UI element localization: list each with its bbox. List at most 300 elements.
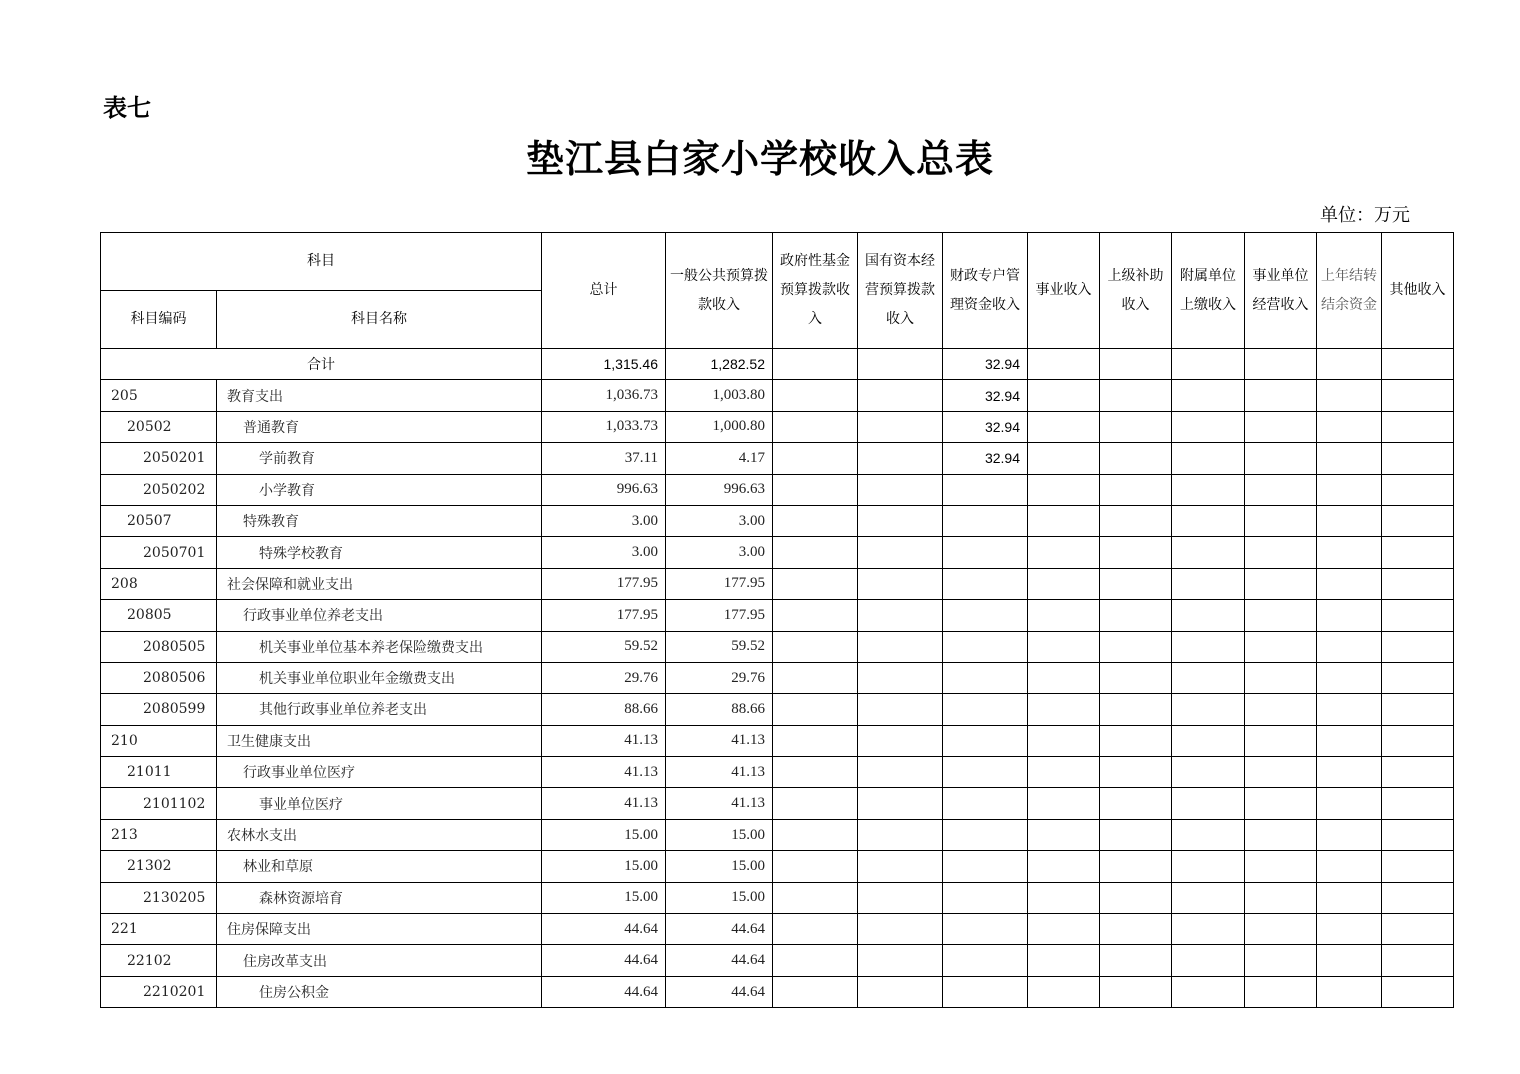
row-upper-subsidy — [1100, 568, 1172, 599]
row-state-capital — [858, 443, 943, 474]
row-state-capital — [858, 725, 943, 756]
row-total: 177.95 — [542, 600, 666, 631]
row-gov-fund — [773, 411, 858, 442]
row-carryover — [1317, 914, 1382, 945]
row-business-income — [1028, 788, 1100, 819]
row-special-fund — [943, 757, 1028, 788]
row-other — [1382, 882, 1454, 913]
table-row — [101, 411, 1454, 442]
row-general-budget: 15.00 — [666, 882, 773, 913]
table-row — [101, 819, 1454, 850]
row-total: 41.13 — [542, 757, 666, 788]
row-affiliated — [1172, 819, 1245, 850]
row-carryover — [1317, 757, 1382, 788]
table-row — [101, 631, 1454, 662]
row-state-capital — [858, 851, 943, 882]
row-state-capital — [858, 914, 943, 945]
row-code: 2130205 — [101, 882, 217, 913]
row-code: 2050701 — [101, 537, 217, 568]
row-upper-subsidy — [1100, 600, 1172, 631]
row-other — [1382, 474, 1454, 505]
table-row — [101, 976, 1454, 1007]
row-affiliated — [1172, 725, 1245, 756]
row-code: 2050202 — [101, 474, 217, 505]
row-gov-fund — [773, 914, 858, 945]
row-name: 事业单位医疗 — [217, 788, 542, 819]
row-business-income — [1028, 380, 1100, 411]
row-code: 2101102 — [101, 788, 217, 819]
row-general-budget: 3.00 — [666, 537, 773, 568]
row-gov-fund — [773, 757, 858, 788]
row-name: 普通教育 — [217, 411, 542, 442]
table-row — [101, 505, 1454, 536]
row-operating — [1245, 631, 1317, 662]
row-state-capital — [858, 380, 943, 411]
header-state-capital: 国有资本经营预算拨款收入 — [858, 233, 943, 349]
row-other — [1382, 505, 1454, 536]
row-operating — [1245, 662, 1317, 693]
row-special-fund — [943, 914, 1028, 945]
row-name: 行政事业单位养老支出 — [217, 600, 542, 631]
total-gov-fund — [773, 349, 858, 380]
row-code: 21011 — [101, 757, 217, 788]
total-other — [1382, 349, 1454, 380]
row-name: 其他行政事业单位养老支出 — [217, 694, 542, 725]
row-special-fund — [943, 945, 1028, 976]
row-other — [1382, 411, 1454, 442]
row-business-income — [1028, 851, 1100, 882]
row-state-capital — [858, 757, 943, 788]
row-state-capital — [858, 976, 943, 1007]
table-row — [101, 694, 1454, 725]
row-business-income — [1028, 914, 1100, 945]
row-business-income — [1028, 505, 1100, 536]
row-special-fund — [943, 631, 1028, 662]
row-general-budget: 1,003.80 — [666, 380, 773, 411]
row-code: 2210201 — [101, 976, 217, 1007]
total-carryover — [1317, 349, 1382, 380]
row-other — [1382, 631, 1454, 662]
row-total: 88.66 — [542, 694, 666, 725]
row-business-income — [1028, 662, 1100, 693]
row-upper-subsidy — [1100, 851, 1172, 882]
row-code: 205 — [101, 380, 217, 411]
row-operating — [1245, 505, 1317, 536]
row-state-capital — [858, 819, 943, 850]
row-total: 3.00 — [542, 537, 666, 568]
row-upper-subsidy — [1100, 631, 1172, 662]
header-other: 其他收入 — [1382, 233, 1454, 349]
row-carryover — [1317, 443, 1382, 474]
row-business-income — [1028, 600, 1100, 631]
row-name: 特殊教育 — [217, 505, 542, 536]
row-general-budget: 996.63 — [666, 474, 773, 505]
row-upper-subsidy — [1100, 662, 1172, 693]
row-business-income — [1028, 945, 1100, 976]
row-state-capital — [858, 474, 943, 505]
table-label: 表七 — [103, 94, 151, 122]
row-affiliated — [1172, 505, 1245, 536]
row-carryover — [1317, 600, 1382, 631]
row-state-capital — [858, 411, 943, 442]
row-other — [1382, 757, 1454, 788]
row-affiliated — [1172, 757, 1245, 788]
row-gov-fund — [773, 851, 858, 882]
row-carryover — [1317, 568, 1382, 599]
row-total: 44.64 — [542, 976, 666, 1007]
row-carryover — [1317, 694, 1382, 725]
table-row — [101, 600, 1454, 631]
header-general-budget: 一般公共预算拨款收入 — [666, 233, 773, 349]
row-name: 特殊学校教育 — [217, 537, 542, 568]
row-total: 37.11 — [542, 443, 666, 474]
row-operating — [1245, 725, 1317, 756]
row-business-income — [1028, 694, 1100, 725]
table-row — [101, 537, 1454, 568]
row-name: 机关事业单位职业年金缴费支出 — [217, 662, 542, 693]
row-other — [1382, 819, 1454, 850]
row-special-fund — [943, 882, 1028, 913]
page-title: 垫江县白家小学校收入总表 — [525, 136, 994, 181]
table-row — [101, 851, 1454, 882]
row-code: 20805 — [101, 600, 217, 631]
row-special-fund — [943, 662, 1028, 693]
row-other — [1382, 694, 1454, 725]
row-operating — [1245, 914, 1317, 945]
row-special-fund — [943, 474, 1028, 505]
total-operating — [1245, 349, 1317, 380]
total-label: 合计 — [101, 349, 542, 380]
row-other — [1382, 788, 1454, 819]
total-special-fund: 32.94 — [943, 349, 1028, 380]
row-affiliated — [1172, 851, 1245, 882]
row-code: 2080599 — [101, 694, 217, 725]
row-other — [1382, 851, 1454, 882]
row-total: 59.52 — [542, 631, 666, 662]
row-general-budget: 3.00 — [666, 505, 773, 536]
row-name: 小学教育 — [217, 474, 542, 505]
row-operating — [1245, 600, 1317, 631]
income-table — [100, 232, 1454, 1008]
total-row — [101, 349, 1454, 380]
table-row — [101, 914, 1454, 945]
row-other — [1382, 662, 1454, 693]
row-carryover — [1317, 976, 1382, 1007]
row-special-fund: 32.94 — [943, 411, 1028, 442]
row-general-budget: 88.66 — [666, 694, 773, 725]
row-upper-subsidy — [1100, 788, 1172, 819]
header-carryover: 上年结转结余资金 — [1317, 233, 1382, 349]
row-general-budget: 4.17 — [666, 443, 773, 474]
row-name: 学前教育 — [217, 443, 542, 474]
row-state-capital — [858, 945, 943, 976]
row-special-fund — [943, 725, 1028, 756]
row-gov-fund — [773, 537, 858, 568]
row-carryover — [1317, 474, 1382, 505]
row-affiliated — [1172, 568, 1245, 599]
total-total: 1,315.46 — [542, 349, 666, 380]
total-business-income — [1028, 349, 1100, 380]
row-total: 44.64 — [542, 945, 666, 976]
row-total: 41.13 — [542, 725, 666, 756]
row-gov-fund — [773, 819, 858, 850]
header-name: 科目名称 — [217, 291, 542, 349]
row-other — [1382, 537, 1454, 568]
row-gov-fund — [773, 694, 858, 725]
row-operating — [1245, 411, 1317, 442]
row-affiliated — [1172, 537, 1245, 568]
row-state-capital — [858, 568, 943, 599]
row-operating — [1245, 443, 1317, 474]
row-general-budget: 44.64 — [666, 914, 773, 945]
row-operating — [1245, 819, 1317, 850]
row-upper-subsidy — [1100, 694, 1172, 725]
row-other — [1382, 600, 1454, 631]
row-general-budget: 1,000.80 — [666, 411, 773, 442]
row-special-fund — [943, 788, 1028, 819]
table-row — [101, 443, 1454, 474]
row-state-capital — [858, 631, 943, 662]
row-special-fund — [943, 600, 1028, 631]
row-special-fund — [943, 976, 1028, 1007]
row-name: 卫生健康支出 — [217, 725, 542, 756]
header-operating: 事业单位经营收入 — [1245, 233, 1317, 349]
row-total: 44.64 — [542, 914, 666, 945]
row-gov-fund — [773, 474, 858, 505]
header-affiliated: 附属单位上缴收入 — [1172, 233, 1245, 349]
row-other — [1382, 914, 1454, 945]
row-carryover — [1317, 662, 1382, 693]
row-state-capital — [858, 600, 943, 631]
row-business-income — [1028, 882, 1100, 913]
row-general-budget: 177.95 — [666, 568, 773, 599]
row-special-fund — [943, 694, 1028, 725]
row-carryover — [1317, 819, 1382, 850]
row-affiliated — [1172, 631, 1245, 662]
header-code: 科目编码 — [101, 291, 217, 349]
row-upper-subsidy — [1100, 411, 1172, 442]
row-business-income — [1028, 631, 1100, 662]
row-carryover — [1317, 882, 1382, 913]
row-other — [1382, 380, 1454, 411]
row-operating — [1245, 757, 1317, 788]
row-total: 15.00 — [542, 819, 666, 850]
header-business-income: 事业收入 — [1028, 233, 1100, 349]
row-code: 213 — [101, 819, 217, 850]
total-general-budget: 1,282.52 — [666, 349, 773, 380]
row-code: 21302 — [101, 851, 217, 882]
header-total: 总计 — [542, 233, 666, 349]
row-gov-fund — [773, 505, 858, 536]
row-special-fund: 32.94 — [943, 443, 1028, 474]
row-upper-subsidy — [1100, 474, 1172, 505]
row-total: 15.00 — [542, 851, 666, 882]
row-total: 29.76 — [542, 662, 666, 693]
row-business-income — [1028, 725, 1100, 756]
table-row — [101, 882, 1454, 913]
row-affiliated — [1172, 411, 1245, 442]
row-other — [1382, 976, 1454, 1007]
row-name: 行政事业单位医疗 — [217, 757, 542, 788]
table-row — [101, 757, 1454, 788]
row-special-fund — [943, 819, 1028, 850]
row-gov-fund — [773, 976, 858, 1007]
row-carryover — [1317, 725, 1382, 756]
row-code: 22102 — [101, 945, 217, 976]
row-upper-subsidy — [1100, 380, 1172, 411]
unit-label: 单位：万元 — [1320, 205, 1410, 226]
row-carryover — [1317, 945, 1382, 976]
row-name: 住房保障支出 — [217, 914, 542, 945]
row-other — [1382, 945, 1454, 976]
row-general-budget: 44.64 — [666, 945, 773, 976]
row-name: 森林资源培育 — [217, 882, 542, 913]
row-upper-subsidy — [1100, 914, 1172, 945]
row-general-budget: 44.64 — [666, 976, 773, 1007]
row-state-capital — [858, 788, 943, 819]
row-gov-fund — [773, 443, 858, 474]
row-gov-fund — [773, 662, 858, 693]
table-row — [101, 662, 1454, 693]
row-general-budget: 41.13 — [666, 725, 773, 756]
row-business-income — [1028, 411, 1100, 442]
row-state-capital — [858, 662, 943, 693]
row-business-income — [1028, 819, 1100, 850]
row-upper-subsidy — [1100, 443, 1172, 474]
row-upper-subsidy — [1100, 945, 1172, 976]
row-name: 林业和草原 — [217, 851, 542, 882]
row-total: 177.95 — [542, 568, 666, 599]
row-business-income — [1028, 537, 1100, 568]
row-upper-subsidy — [1100, 882, 1172, 913]
row-affiliated — [1172, 788, 1245, 819]
row-total: 996.63 — [542, 474, 666, 505]
row-general-budget: 59.52 — [666, 631, 773, 662]
row-affiliated — [1172, 474, 1245, 505]
row-upper-subsidy — [1100, 819, 1172, 850]
row-operating — [1245, 788, 1317, 819]
row-affiliated — [1172, 914, 1245, 945]
row-code: 2080505 — [101, 631, 217, 662]
row-carryover — [1317, 505, 1382, 536]
table-row — [101, 568, 1454, 599]
row-affiliated — [1172, 694, 1245, 725]
row-operating — [1245, 851, 1317, 882]
total-affiliated — [1172, 349, 1245, 380]
row-operating — [1245, 537, 1317, 568]
row-upper-subsidy — [1100, 976, 1172, 1007]
row-gov-fund — [773, 882, 858, 913]
row-code: 208 — [101, 568, 217, 599]
row-affiliated — [1172, 380, 1245, 411]
row-carryover — [1317, 537, 1382, 568]
row-upper-subsidy — [1100, 725, 1172, 756]
row-affiliated — [1172, 443, 1245, 474]
row-upper-subsidy — [1100, 757, 1172, 788]
header-gov-fund: 政府性基金预算拨款收入 — [773, 233, 858, 349]
row-upper-subsidy — [1100, 505, 1172, 536]
row-gov-fund — [773, 600, 858, 631]
row-affiliated — [1172, 662, 1245, 693]
row-special-fund — [943, 537, 1028, 568]
row-state-capital — [858, 882, 943, 913]
row-general-budget: 15.00 — [666, 851, 773, 882]
table-row — [101, 474, 1454, 505]
row-carryover — [1317, 411, 1382, 442]
row-other — [1382, 443, 1454, 474]
row-code: 20502 — [101, 411, 217, 442]
row-operating — [1245, 568, 1317, 599]
row-operating — [1245, 945, 1317, 976]
row-gov-fund — [773, 725, 858, 756]
row-gov-fund — [773, 380, 858, 411]
row-other — [1382, 725, 1454, 756]
row-operating — [1245, 694, 1317, 725]
header-special-fund: 财政专户管理资金收入 — [943, 233, 1028, 349]
row-affiliated — [1172, 945, 1245, 976]
row-general-budget: 29.76 — [666, 662, 773, 693]
row-special-fund — [943, 568, 1028, 599]
row-operating — [1245, 976, 1317, 1007]
row-special-fund: 32.94 — [943, 380, 1028, 411]
row-state-capital — [858, 537, 943, 568]
row-name: 农林水支出 — [217, 819, 542, 850]
row-business-income — [1028, 757, 1100, 788]
header-upper-subsidy: 上级补助收入 — [1100, 233, 1172, 349]
row-code: 210 — [101, 725, 217, 756]
table-row — [101, 725, 1454, 756]
table-row — [101, 945, 1454, 976]
row-business-income — [1028, 474, 1100, 505]
row-business-income — [1028, 443, 1100, 474]
row-gov-fund — [773, 788, 858, 819]
table-row — [101, 380, 1454, 411]
row-affiliated — [1172, 882, 1245, 913]
row-name: 教育支出 — [217, 380, 542, 411]
row-carryover — [1317, 851, 1382, 882]
row-total: 1,036.73 — [542, 380, 666, 411]
row-general-budget: 15.00 — [666, 819, 773, 850]
row-state-capital — [858, 694, 943, 725]
row-general-budget: 177.95 — [666, 600, 773, 631]
row-general-budget: 41.13 — [666, 757, 773, 788]
row-operating — [1245, 474, 1317, 505]
row-affiliated — [1172, 600, 1245, 631]
row-total: 15.00 — [542, 882, 666, 913]
row-total: 1,033.73 — [542, 411, 666, 442]
row-code: 2080506 — [101, 662, 217, 693]
row-carryover — [1317, 380, 1382, 411]
row-code: 20507 — [101, 505, 217, 536]
row-name: 机关事业单位基本养老保险缴费支出 — [217, 631, 542, 662]
row-upper-subsidy — [1100, 537, 1172, 568]
row-name: 社会保障和就业支出 — [217, 568, 542, 599]
row-total: 41.13 — [542, 788, 666, 819]
row-gov-fund — [773, 631, 858, 662]
row-name: 住房改革支出 — [217, 945, 542, 976]
row-code: 2050201 — [101, 443, 217, 474]
row-affiliated — [1172, 976, 1245, 1007]
row-business-income — [1028, 976, 1100, 1007]
row-gov-fund — [773, 945, 858, 976]
row-operating — [1245, 882, 1317, 913]
header-subject: 科目 — [101, 233, 542, 291]
row-special-fund — [943, 851, 1028, 882]
total-upper-subsidy — [1100, 349, 1172, 380]
table-row — [101, 788, 1454, 819]
row-carryover — [1317, 631, 1382, 662]
row-total: 3.00 — [542, 505, 666, 536]
